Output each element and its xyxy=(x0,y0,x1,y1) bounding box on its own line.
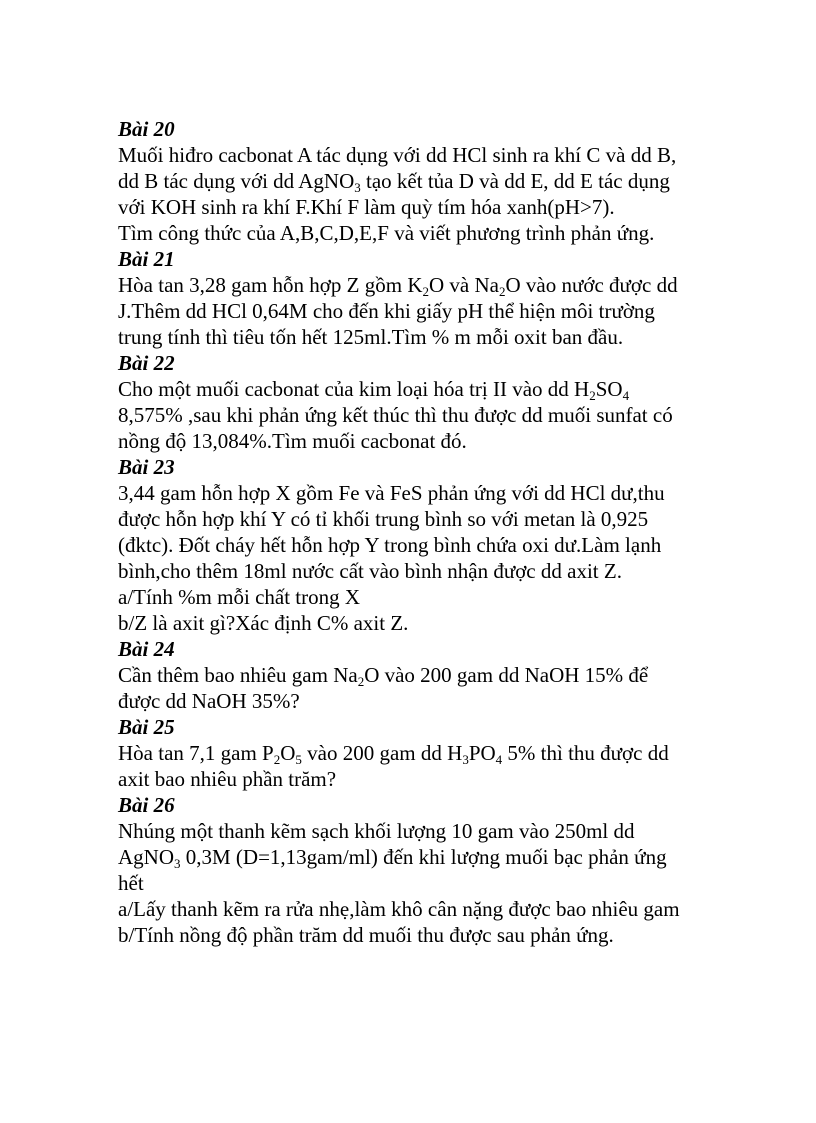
problem-text-line xyxy=(118,298,718,324)
text-segment: bình,cho thêm 18ml nước cất vào bình nhận được dd axit Z. xyxy=(118,559,622,583)
text-segment: Cần thêm bao nhiêu gam Na xyxy=(118,663,358,687)
text-segment: O vào 200 gam dd NaOH 15% để xyxy=(364,663,649,687)
problem-text-line xyxy=(118,376,718,402)
problem-list xyxy=(118,116,718,948)
problem-title: Bài 25 xyxy=(118,715,175,739)
text-segment: được dd NaOH 35%? xyxy=(118,689,300,713)
text-segment: (đktc). Đốt cháy hết hỗn hợp Y trong bình chứa oxi dư.Làm lạnh xyxy=(118,533,662,557)
text-segment: Cho một muối cacbonat của kim loại hóa trị II vào dd H xyxy=(118,377,590,401)
problem-text-line xyxy=(118,324,718,350)
text-segment: Tìm công thức của A,B,C,D,E,F và viết phương trình phản ứng. xyxy=(118,221,655,245)
problem-text-line xyxy=(118,506,718,532)
text-segment: AgNO xyxy=(118,845,174,869)
text-segment: O vào nước được dd xyxy=(505,273,678,297)
text-segment: hết xyxy=(118,871,144,895)
text-segment: 5% thì thu được dd xyxy=(502,741,669,765)
text-segment: Muối hiđro cacbonat A tác dụng với dd HCl sinh ra khí C và dd B, xyxy=(118,143,677,167)
text-segment: a/Tính %m mỗi chất trong X xyxy=(118,585,361,609)
problem-section xyxy=(118,714,718,792)
problem-text-line xyxy=(118,272,718,298)
problem-text-line xyxy=(118,740,718,766)
text-segment: với KOH sinh ra khí F.Khí F làm quỳ tím hóa xanh(pH>7). xyxy=(118,195,615,219)
problem-section xyxy=(118,636,718,714)
problem-text-line xyxy=(118,428,718,454)
problem-section xyxy=(118,116,718,246)
problem-title: Bài 21 xyxy=(118,247,175,271)
text-segment: nồng độ 13,084%.Tìm muối cacbonat đó. xyxy=(118,429,467,453)
text-segment: vào 200 gam dd H xyxy=(301,741,463,765)
text-segment: trung tính thì tiêu tốn hết 125ml.Tìm % m mỗi oxit ban đầu. xyxy=(118,325,624,349)
problem-text-line xyxy=(118,818,718,844)
problem-text-line xyxy=(118,922,718,948)
problem-section xyxy=(118,350,718,454)
problem-text-line xyxy=(118,532,718,558)
problem-text-line xyxy=(118,584,718,610)
problem-title: Bài 22 xyxy=(118,351,175,375)
problem-text-line xyxy=(118,402,718,428)
text-segment: b/Z là axit gì?Xác định C% axit Z. xyxy=(118,611,409,635)
subscript: 3 xyxy=(462,752,469,767)
subscript: 2 xyxy=(589,388,596,403)
problem-text-line xyxy=(118,194,718,220)
text-segment: O và Na xyxy=(428,273,499,297)
text-segment: J.Thêm dd HCl 0,64M cho đến khi giấy pH thể hiện môi trường xyxy=(118,299,655,323)
problem-text-line xyxy=(118,610,718,636)
text-segment: Nhúng một thanh kẽm sạch khối lượng 10 gam vào 250ml dd xyxy=(118,819,635,843)
text-segment: 3,44 gam hỗn hợp X gồm Fe và FeS phản ứng với dd HCl dư,thu xyxy=(118,481,665,505)
text-segment: PO xyxy=(468,741,496,765)
problem-text-line xyxy=(118,688,718,714)
subscript: 5 xyxy=(295,752,302,767)
problem-title: Bài 23 xyxy=(118,455,175,479)
subscript: 2 xyxy=(357,674,365,689)
problem-section xyxy=(118,792,718,948)
text-segment: 8,575% ,sau khi phản ứng kết thúc thì thu được dd muối sunfat có xyxy=(118,403,673,427)
problem-title: Bài 26 xyxy=(118,793,175,817)
text-segment: b/Tính nồng độ phần trăm dd muối thu được sau phản ứng. xyxy=(118,923,614,947)
problem-text-line xyxy=(118,766,718,792)
problem-section xyxy=(118,454,718,636)
text-segment: Hòa tan 7,1 gam P xyxy=(118,741,274,765)
problem-text-line xyxy=(118,896,718,922)
problem-title: Bài 20 xyxy=(118,117,175,141)
subscript: 3 xyxy=(354,180,361,195)
text-segment: được hỗn hợp khí Y có tỉ khối trung bình so với metan là 0,925 xyxy=(118,507,649,531)
subscript: 2 xyxy=(498,284,506,299)
text-segment: SO xyxy=(595,377,623,401)
subscript: 3 xyxy=(174,856,181,871)
subscript: 2 xyxy=(273,752,281,767)
text-segment: dd B tác dụng với dd AgNO xyxy=(118,169,355,193)
problem-text-line xyxy=(118,142,718,168)
problem-text-line xyxy=(118,662,718,688)
text-segment: tạo kết tủa D và dd E, dd E tác dụng xyxy=(360,169,670,193)
problem-text-line xyxy=(118,168,718,194)
text-segment: O xyxy=(280,741,296,765)
problem-text-line xyxy=(118,558,718,584)
problem-title: Bài 24 xyxy=(118,637,175,661)
text-segment: axit bao nhiêu phần trăm? xyxy=(118,767,337,791)
subscript: 4 xyxy=(622,388,630,403)
problem-text-line xyxy=(118,844,718,870)
text-segment: a/Lấy thanh kẽm ra rửa nhẹ,làm khô cân nặng được bao nhiêu gam xyxy=(118,897,680,921)
subscript: 4 xyxy=(495,752,503,767)
text-segment: Hòa tan 3,28 gam hỗn hợp Z gồm K xyxy=(118,273,423,297)
text-segment: 0,3M (D=1,13gam/ml) đến khi lượng muối bạc phản ứng xyxy=(180,845,667,869)
subscript: 2 xyxy=(422,284,429,299)
problem-section xyxy=(118,246,718,350)
problem-text-line xyxy=(118,220,718,246)
problem-text-line xyxy=(118,870,718,896)
problem-text-line xyxy=(118,480,718,506)
